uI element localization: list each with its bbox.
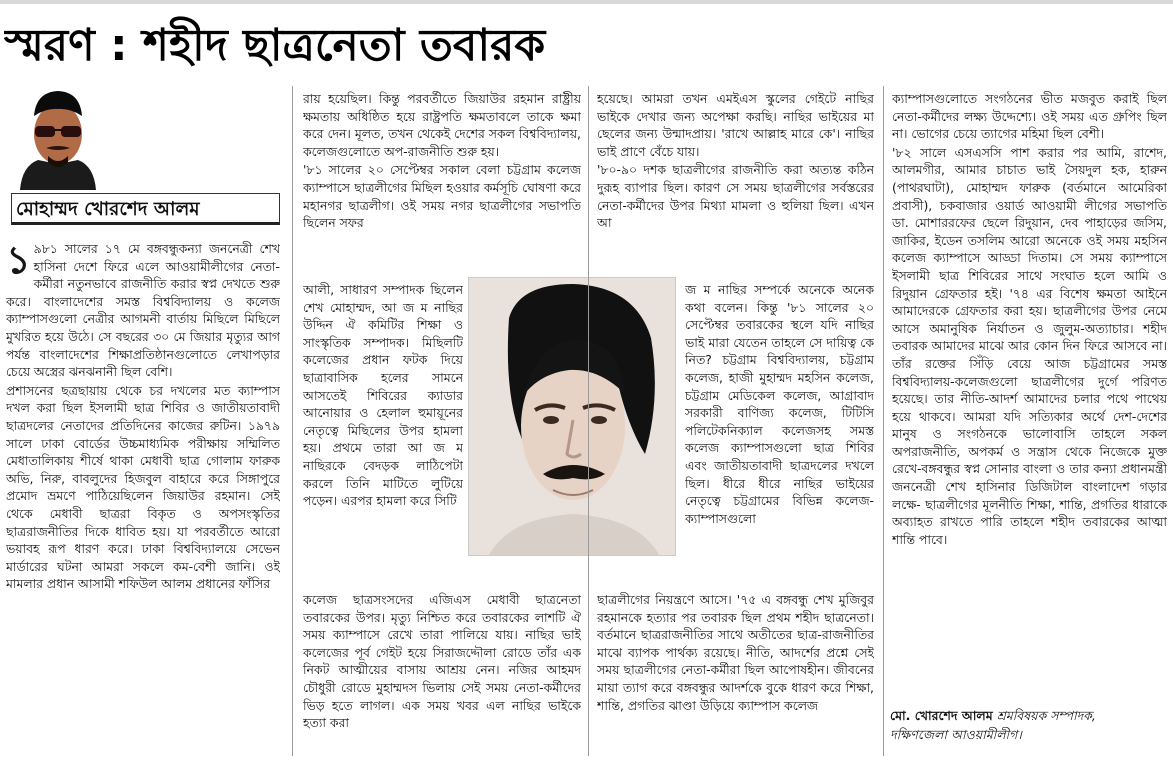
signature-org: দক্ষিণজেলা আওয়ামীলীগ। bbox=[890, 727, 1022, 742]
paragraph: রায় হয়েছিল। কিন্তু পরবর্তীতে জিয়াউর রহমান রাষ্ট্রীয় ক্ষমতায় অধিষ্ঠিত হয়ে রাষ্ট্রপতি ক্ষমতাবলে তাকে ক্ষমা করে দেন। মূলত, তখন থেকেই দেশের সকল বিশ্ববিদ্যালয়, কলেজগুলোতে অপ-রাজনীতি শুরু হয়। bbox=[303, 91, 581, 159]
martyr-photo bbox=[468, 277, 676, 556]
column-divider bbox=[883, 86, 884, 756]
article-column-3-bottom bbox=[597, 591, 874, 761]
paragraph: '৮২ সালে এসএসসি পাশ করার পর আমি, রাশেদ, আলমগীর, আমার চাচাত ভাই সৈয়দুল হক, হারুন (পাথরঘাটা), মোহাম্মদ ফারুক (বর্তমানে আমেরিকা প্রবাসী), চকবাজার ওয়ার্ড আওয়ামী লীগের সভাপতি ডা. মোশাররফের ছেলে রিদুয়ান, দেব পাহাড়ের জসিম, জাকির, ইডেন তসলিম আরো অনেকে ওই সময় মহসিন কলেজ ক্যাম্পাসে আড্ডা দিতাম। সে সময় ক্যাম্পাসে ইসলামী ছাত্র শিবিরের সাথে সংঘাত হলে আমি ও রিদুয়ান গ্রেফতার হই। '৭৪ এর বিশেষ ক্ষমতা আইনে আমাদেরকে গ্রেফতার করা হয়। ছাত্রলীগের উপর নেমে আসে অমানুষিক নির্যাতন ও জুলুম-অত্যাচার। শহীদ তবারক আমাদের মাঝে আর কোন দিন ফিরে আসবে না। তাঁর রক্তের সিঁড়ি বেয়ে আজ চট্টগ্রামের সমস্ত বিশ্ববিদ্যালয়-কলেজগুলো ছাত্রলীগের দুর্গে পরিণত হয়েছে। তার নীতি-আদর্শ আমাদের চলার পথে পাথেয় হয়ে থাকবে। আমরা যদি সত্যিকার অর্থে দেশ-দেশের মানুষ ও সংগঠনকে ভালোবাসি তাহলে সকল অপরাজনীতি, অপকর্ম ও সন্ত্রাস থেকে নিজেকে মুক্ত রেখে-বঙ্গবন্ধুর স্বপ্ন সোনার বাংলা ও তার কন্যা প্রধানমন্ত্রী জননেত্রী শেখ হাসিনার ডিজিটাল বাংলাদেশ গড়ার লক্ষে- ছাত্রলীগের মূলনীতি শিক্ষা, শান্তি, প্রগতির ধারাকে অব্যাহত রাখতে পারি তাহলে শহীদ তবারকের আত্মা শান্তি পাবে। bbox=[892, 144, 1167, 547]
article-column-2-bottom bbox=[303, 591, 581, 761]
paragraph bbox=[6, 240, 280, 381]
author-signature bbox=[890, 706, 1166, 744]
article-column-3-wrap bbox=[685, 281, 874, 585]
paragraph: হয়েছে। আমরা তখন এমইএস স্কুলের গেইটে নাছির ভাইকে দেখার জন্য অপেক্ষা করছি। নাছির ভাইয়ের মা ছেলের জন্য উন্মাদপ্রায়। 'রাখে আল্লাহ মারে কে'। নাছির ভাই প্রাণে বেঁচে যায়। bbox=[597, 91, 874, 159]
article-column-3-top bbox=[597, 90, 874, 280]
paragraph: কলেজ ছাত্রসংসদের এজিএস মেধাবী ছাত্রনেতা তবারকের উপর। মৃত্যু নিশ্চিত করে তবারকের লাশটি ঐ সময় ক্যাম্পাসে রেখে তারা পালিয়ে যায়। নাছির ভাই কলেজের পূর্ব গেইট হয়ে সিরাজদ্দৌলা রোডে তাঁর এক নিকট আত্মীয়ের বাসায় আশ্রয় নেন। নজির আহমদ চৌধুরী রোডে মুহাম্মদস ভিলায় সেই সময় নেতা-কর্মীদের ভিড় হতে লাগল। এক সময় খবর এল নাছির ভাইকে হত্যা করা bbox=[303, 592, 581, 731]
headline: স্মরণ : শহীদ ছাত্রনেতা তবারক bbox=[4, 20, 546, 71]
column-divider bbox=[588, 86, 589, 756]
article-column-4 bbox=[892, 90, 1167, 700]
byline: মোহাম্মদ খোরশেদ আলম bbox=[11, 193, 280, 225]
author-portrait-image bbox=[16, 86, 100, 190]
top-rule bbox=[0, 0, 1173, 4]
article-column-1 bbox=[6, 240, 280, 760]
article-column-2-top bbox=[303, 90, 581, 280]
paragraph: প্রশাসনের ছত্রছায়ায় থেকে চর দখলের মত ক্যাম্পাস দখল করা ছিল ইসলামী ছাত্র শিবির ও জাতীয়তাবাদী ছাত্রদলের নেতাদের প্রতিদিনের কাজের রুটিন। ১৯৭৯ সালে ঢাকা বোর্ডের উচ্চমাধ্যমিক পরীক্ষায় সম্মিলিত মেধাতালিকায় শীর্ষে থাকা মেধাবী ছাত্র গোলাম ফারুক অভি, নিরু, বাবলুদের হিজবুল বাহারে করে সিঙ্গাপুরে প্রমোদ ভ্রমণে পাঠিয়েছিলেন জিয়াউর রহমান। সেই থেকে মেধাবী ছাত্ররা বিকৃত ও অপসংস্কৃতির ছাত্ররাজনীতির দিকে ধাবিত হয়। যা পরবর্তীতে আরো ভয়াবহ রূপ ধারণ করে। ঢাকা বিশ্ববিদ্যালয়ে সেভেন মার্ডারের ঘটনা আমরা সকলে কম-বেশী জানি। ওই মামলার প্রধান আসামী শফিউল আলম প্রধানের ফাঁসির bbox=[6, 382, 280, 592]
paragraph: আলী, সাধারণ সম্পাদক ছিলেন শেখ মোহাম্মদ, আ জ ম নাছির উদ্দিন ঐ কমিটির শিক্ষা ও সাংস্কৃতিক সম্পাদক। মিছিলটি কলেজের প্রধান ফটক দিয়ে ছাত্রাবাসিক হলের সামনে আসতেই শিবিরের ক্যাডার আনোয়ার ও হেলাল হুমায়ূনের নেতৃত্বে মিছিলের উপর হামলা হয়। প্রথমে তারা আ জ ম নাছিরকে বেদড়ক লাঠিপেটা করলে তিনি মাটিতে লুটিয়ে পড়েন। এরপর হামলা করে সিটি bbox=[303, 282, 463, 509]
paragraph: ক্যাম্পাসগুলোতে সংগঠনের ভীত মজবুত করাই ছিল নেতা-কর্মীদের লক্ষ্য উদ্দেশ্যে। ওই সময় এত গ্রুপিং ছিল না। ভোগের চেয়ে ত্যাগের মহিমা ছিল বেশী। bbox=[892, 91, 1167, 142]
signature-name: মো. খোরশেদ আলম bbox=[890, 708, 993, 723]
paragraph: '৮০-৯০ দশক ছাত্রলীগের রাজনীতি করা অত্যন্ত কঠিন দুরূহ ব্যাপার ছিল। কারণ সে সময় ছাত্রলীগের সর্বস্তরের নেতা-কর্মীদের উপর মিথ্যা মামলা ও হুলিয়া ছিল। এখন আ bbox=[597, 162, 874, 231]
column-divider bbox=[292, 86, 293, 756]
dropcap: ১ bbox=[6, 240, 31, 282]
signature-role: শ্রমবিষয়ক সম্পাদক, bbox=[996, 708, 1096, 723]
paragraph: জ ম নাছির সম্পর্কে অনেকে অনেক কথা বলেন। কিন্তু '৮১ সালের ২০ সেপ্টেম্বর তবারকের স্থলে যদি নাছির ভাই মারা যেতেন তাহলে সে দায়িত্ব কে নিত? চট্টগ্রাম বিশ্ববিদ্যালয়, চট্টগ্রাম কলেজ, হাজী মুহাম্মদ মহসিন কলেজ, চট্টগ্রাম মেডিকেল কলেজ, আগ্রাবাদ সরকারী বাণিজ্য কলেজ, টিটিসি পলিটেকনিক্যাল কলেজসহ সমস্ত কলেজ ক্যাম্পাসগুলো ছাত্র শিবির এবং জাতীয়তাবাদী ছাত্রদলের দখলে ছিল। ধীরে ধীরে নাছির ভাইয়ের নেতৃত্বে চট্টগ্রামের বিভিন্ন কলেজ-ক্যাম্পাসগুলো bbox=[685, 282, 874, 526]
author-portrait bbox=[16, 86, 100, 190]
paragraph: '৮১ সালের ২০ সেপ্টেম্বর সকাল বেলা চট্টগ্রাম কলেজ ক্যাম্পাসে ছাত্রলীগের মিছিল হওয়ার কর্মসূচি ঘোষণা করে মহানগর ছাত্রলীগ। ওই সময় নগর ছাত্রলীগের সভাপতি ছিলেন সফর bbox=[303, 162, 581, 231]
article-column-2-wrap bbox=[303, 281, 463, 585]
martyr-portrait-image bbox=[469, 278, 675, 555]
paragraph-text: ৯৮১ সালের ১৭ মে বঙ্গবন্ধুকন্যা জননেত্রী শেখ হাসিনা দেশে ফিরে এলে আওয়ামীলীগের নেতা-কর্মীরা নতুনভাবে রাজনীতি করার স্বপ্ন দেখতে শুরু করে। বাংলাদেশের সমস্ত বিশ্ববিদ্যালয় ও কলেজ ক্যাম্পাসগুলো নেত্রীর আগমনী বার্তায় মিছিলে মিছিলে মুখরিত হয়ে উঠে। সে বছরের ৩০ মে জিয়ার মৃত্যুর আগ পর্যন্ত বাংলাদেশের শিক্ষাপ্রতিষ্ঠানগুলোতে লেখাপড়ার চেয়ে অস্ত্রের ঝনঝনানী ছিল বেশি। bbox=[6, 241, 280, 380]
paragraph: ছাত্রলীগের নিয়ন্ত্রণে আসে। '৭৫ এ বঙ্গবন্ধু শেখ মুজিবুর রহমানকে হত্যার পর তবারক ছিল প্রথম শহীদ ছাত্রনেতা। বর্তমানে ছাত্ররাজনীতির সাথে অতীতের ছাত্র-রাজনীতির মাঝে ব্যাপক পার্থক্য রয়েছে। নীতি, আদর্শের প্রশ্নে সেই সময় ছাত্রলীগের নেতা-কর্মীরা ছিল আপোষহীন। জীবনের মায়া ত্যাগ করে বঙ্গবন্ধুর আদর্শকে বুকে ধারণ করে শিক্ষা, শান্তি, প্রগতির ঝাণ্ডা উড়িয়ে ক্যাম্পাস কলেজ bbox=[597, 592, 874, 713]
